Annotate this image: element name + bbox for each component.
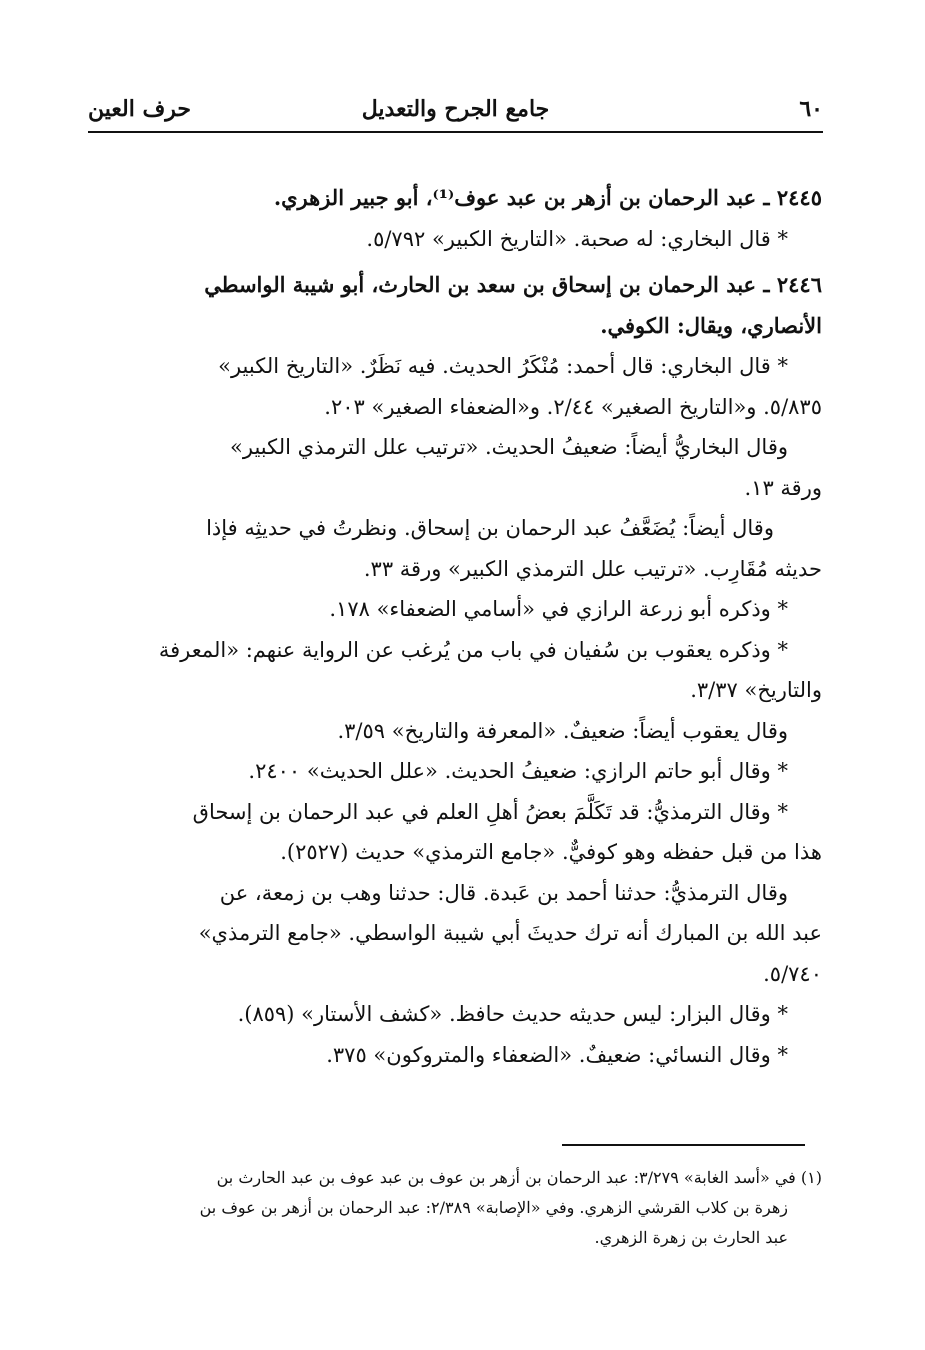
entry-2445	[98, 178, 822, 259]
footnote-line: عبد الحارث بن زهرة الزهري.	[594, 1228, 788, 1247]
paragraph-line: ٥/٨٣٥. و«التاريخ الصغير» ٢/٤٤. و«الضعفاء الصغير» ٢٠٣.	[324, 394, 822, 419]
paragraph-line: * وقال النسائي: ضعيفٌ. «الضعفاء والمتروكون» ٣٧٥.	[326, 1042, 788, 1067]
paragraph-line: * وذكره أبو زرعة الرازي في «أسامي الضعفاء» ١٧٨.	[329, 597, 788, 621]
body-text	[98, 178, 822, 1081]
paragraph-line: وقال البخاريُّ أيضاً: ضعيفُ الحديث. «ترتيب علل الترمذي الكبير»	[230, 435, 788, 459]
book-title: جامع الجرح والتعديل	[361, 96, 550, 122]
page-number: ٦٠	[799, 96, 823, 122]
paragraph-line: ورقة ١٣.	[744, 475, 822, 500]
paragraph-line: * وقال أبو حاتم الرازي: ضعيفُ الحديث. «علل الحديث» ٢٤٠٠.	[248, 759, 788, 783]
paragraph-line: * وقال البزار: ليس حديثه حديث حافظ. «كشف الأستار» (٨٥٩).	[237, 1002, 788, 1026]
entry-heading: ٢٤٤٦ ـ عبد الرحمان بن إسحاق بن سعد بن الحارث، أبو شيبة الواسطي	[204, 272, 822, 297]
paragraph-line: حديثه مُقَارِب. «ترتيب علل الترمذي الكبير» ورقة ٣٣.	[363, 556, 822, 581]
header-rule	[88, 131, 823, 133]
footnote-rule	[562, 1144, 805, 1146]
footnote-line: زهرة بن كلاب القرشي الزهري. وفي «الإصابة» ٢/٣٨٩: عبد الرحمان بن أزهر بن عوف بن	[199, 1198, 788, 1217]
paragraph-line: عبد الله بن المبارك أنه ترك حديثَ أبي شيبة الواسطي. «جامع الترمذي»	[198, 921, 822, 945]
footnotes	[98, 1163, 822, 1253]
entry-heading: ٢٤٤٥ ـ عبد الرحمان بن أزهر بن عبد عوف⁽¹⁾، أبو جبير الزهري.	[273, 185, 822, 210]
entry-2446	[98, 265, 822, 1075]
paragraph-line: وقال يعقوب أيضاً: ضعيفٌ. «المعرفة والتاريخ» ٣/٥٩.	[337, 718, 788, 743]
page-header	[88, 96, 823, 136]
paragraph-line: وقال أيضاً: يُضَعَّفُ عبد الرحمان بن إسحاق. ونظرتُ في حديثِه فإذا	[206, 516, 774, 540]
section-title: حرف العين	[88, 96, 192, 122]
entry-heading-cont: الأنصاري، ويقال: الكوفي.	[600, 312, 822, 338]
footnote-line: (١) في «أسد الغابة» ٣/٢٧٩: عبد الرحمان بن أزهر بن عوف بن عبد عوف بن عبد الحارث بن	[216, 1168, 822, 1187]
entry-line: * قال البخاري: له صحبة. «التاريخ الكبير» ٥/٧٩٢.	[366, 226, 788, 251]
paragraph-line: والتاريخ» ٣/٣٧.	[690, 678, 822, 702]
paragraph-line: * قال البخاري: قال أحمد: مُنْكَرُ الحديث. فيه نَظَرٌ. «التاريخ الكبير»	[218, 354, 788, 378]
paragraph-line: * وذكره يعقوب بن سُفيان في باب من يُرغب عن الرواية عنهم: «المعرفة	[158, 637, 788, 662]
paragraph-line: * وقال الترمذيُّ: قد تَكَلَّمَ بعضُ أهلِ العلم في عبد الرحمان بن إسحاق	[192, 799, 788, 824]
paragraph-line: هذا من قبل حفظه وهو كوفيٌّ. «جامع الترمذي» حديث (٢٥٢٧).	[280, 840, 822, 864]
paragraph-line: وقال الترمذيُّ: حدثنا أحمد بن عَبدة. قال: حدثنا وهب بن زمعة، عن	[219, 880, 788, 905]
paragraph-line: ٥/٧٤٠.	[763, 961, 822, 986]
